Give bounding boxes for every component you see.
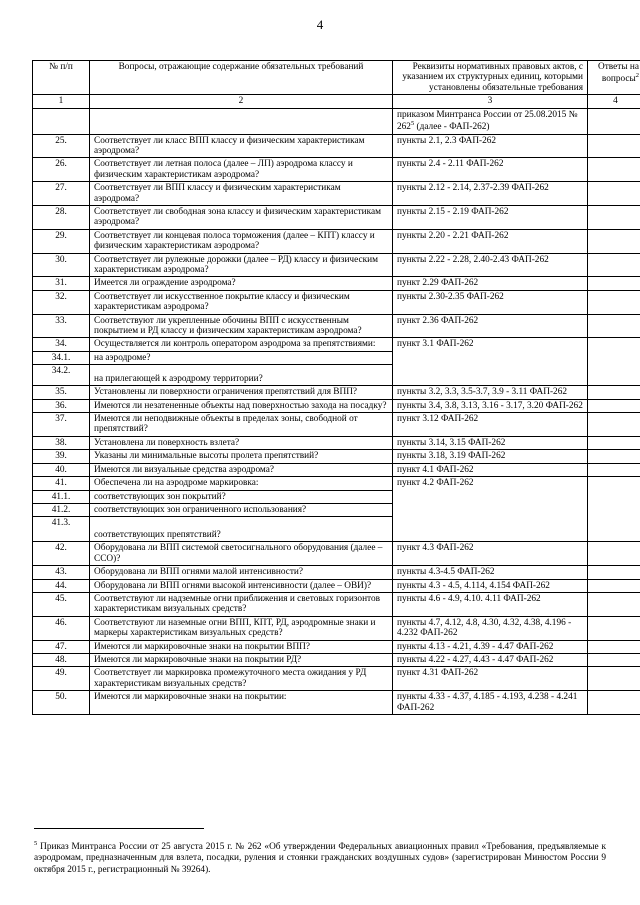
table-row xyxy=(33,463,640,476)
question-text: Имеются ли неподвижные объекты в пределах зоны, свободной от препятствий? xyxy=(90,413,393,437)
table-row: 41. Обеспечена ли на аэродроме маркировка: пункт 4.2 ФАП-262 xyxy=(33,477,640,490)
footnote-separator xyxy=(34,828,204,829)
question-text: соответствующих препятствий? xyxy=(90,517,393,542)
reference-text: пункт 4.3 ФАП-262 xyxy=(393,542,588,566)
question-text: Имеются ли маркировочные знаки на покрытии РД? xyxy=(90,653,393,666)
table-row xyxy=(33,386,640,399)
answer-cell xyxy=(588,616,640,640)
question-text: Соответствует ли маркировка промежуточного места ожидания у РД характеристикам визуальных средств? xyxy=(90,667,393,691)
row-number: 25. xyxy=(33,134,90,158)
reference-text: пункты 2.4 - 2.11 ФАП-262 xyxy=(393,158,588,182)
answer-cell xyxy=(588,579,640,592)
question-text: Имеются ли маркировочные знаки на покрытии ВПП? xyxy=(90,640,393,653)
reference-text: пункты 4.6 - 4.9, 4.10. 4.11 ФАП-262 xyxy=(393,592,588,616)
reference-text: пункты 4.22 - 4.27, 4.43 - 4.47 ФАП-262 xyxy=(393,653,588,666)
answer-cell xyxy=(588,290,640,314)
question-text: Соответствует ли летная полоса (далее – ЛП) аэродрома классу и физическим характеристикам аэродрома? xyxy=(90,158,393,182)
question-text: Соответствует ли искусственное покрытие классу и физическим характеристикам аэродрома? xyxy=(90,290,393,314)
question-text: Имеются ли визуальные средства аэродрома? xyxy=(90,463,393,476)
intro-reference: приказом Минтранса России от 25.08.2015 № $262^5$ (далее - ФАП-262) xyxy=(393,108,588,134)
row-number: 38. xyxy=(33,436,90,449)
table-row xyxy=(33,229,640,253)
table-row: 34.1. на аэродроме? xyxy=(33,351,640,364)
table-row xyxy=(33,413,640,437)
row-number: 33. xyxy=(33,314,90,338)
page-number: 4 xyxy=(316,17,324,32)
reference-text: пункты 4.33 - 4.37, 4.185 - 4.193, 4.238 - 4.241 ФАП-262 xyxy=(393,691,588,715)
question-text: Указаны ли минимальные высоты пролета препятствий? xyxy=(90,450,393,463)
table-row: 41.3. соответствующих препятствий? xyxy=(33,517,640,542)
intro-row xyxy=(33,108,640,134)
table-row: 41.1. соответствующих зон покрытий? xyxy=(33,490,640,503)
reference-text: пункт 2.29 ФАП-262 xyxy=(393,277,588,290)
answer-cell xyxy=(588,450,640,463)
answer-cell xyxy=(588,386,640,399)
row-number: 44. xyxy=(33,579,90,592)
header-answers: Ответы на вопросы$^2$ xyxy=(588,61,640,95)
row-number: 35. xyxy=(33,386,90,399)
table-row xyxy=(33,134,640,158)
reference-text: пункты 2.30-2.35 ФАП-262 xyxy=(393,290,588,314)
footnote: $^5$ Приказ Минтранса России от 25 августа 2015 г. № 262 «Об утверждении Федеральных авиационных правил «Требования, предъявляемые к аэродромам, предназначенным для взлета, посадки, руления и стоянки гражданских воздушных судов» (зарегистрирован Минюстом России 9 октября 2015 г., регистрационный № 39264). xyxy=(34,840,606,875)
reference-text: пункты 4.7, 4.12, 4.8, 4.30, 4.32, 4.38, 4.196 - 4.232 ФАП-262 xyxy=(393,616,588,640)
question-text: Установлены ли поверхности ограничения препятствий для ВПП? xyxy=(90,386,393,399)
question-text: Соответствует ли рулежные дорожки (далее – РД) классу и физическим характеристикам аэродрома? xyxy=(90,253,393,277)
answer-cell xyxy=(588,691,640,715)
answer-cell xyxy=(588,253,640,277)
table-row xyxy=(33,640,640,653)
reference-text: пункт 3.12 ФАП-262 xyxy=(393,413,588,437)
question-text: Оборудована ли ВПП огнями высокой интенсивности (далее – ОВИ)? xyxy=(90,579,393,592)
table-row xyxy=(33,542,640,566)
reference-text: пункт 2.36 ФАП-262 xyxy=(393,314,588,338)
answer-cell xyxy=(588,182,640,206)
requirements-table xyxy=(32,60,640,715)
answer-cell xyxy=(588,134,640,158)
group-41 xyxy=(33,477,640,542)
question-text: соответствующих зон покрытий? xyxy=(90,490,393,503)
reference-text: пункт 4.1 ФАП-262 xyxy=(393,463,588,476)
row-number: 30. xyxy=(33,253,90,277)
answer-cell xyxy=(588,653,640,666)
answer-cell xyxy=(588,413,640,437)
table-row: 34.2. на прилегающей к аэродрому территории? xyxy=(33,365,640,386)
reference-text: пункты 2.12 - 2.14, 2.37-2.39 ФАП-262 xyxy=(393,182,588,206)
answer-cell xyxy=(588,592,640,616)
table-row xyxy=(33,436,640,449)
row-number: 28. xyxy=(33,205,90,229)
question-text: Соответствует ли класс ВПП классу и физическим характеристикам аэродрома? xyxy=(90,134,393,158)
row-number: 48. xyxy=(33,653,90,666)
table-row xyxy=(33,205,640,229)
answer-cell xyxy=(588,338,640,386)
column-number: 2 xyxy=(90,95,393,108)
answer-cell xyxy=(588,229,640,253)
table-row xyxy=(33,314,640,338)
reference-text: пункты 2.22 - 2.28, 2.40-2.43 ФАП-262 xyxy=(393,253,588,277)
row-number: 39. xyxy=(33,450,90,463)
reference-text: пункт 4.2 ФАП-262 xyxy=(393,477,588,542)
row-number: 26. xyxy=(33,158,90,182)
row-number: 29. xyxy=(33,229,90,253)
table-row xyxy=(33,691,640,715)
header-number: № п/п xyxy=(33,61,90,95)
question-text: Соответствует ли ВПП классу и физическим характеристикам аэродрома? xyxy=(90,182,393,206)
answer-cell xyxy=(588,158,640,182)
row-number: 45. xyxy=(33,592,90,616)
reference-text: пункты 3.4, 3.8, 3.13, 3.16 - 3.17, 3.20 ФАП-262 xyxy=(393,399,588,412)
table-row xyxy=(33,616,640,640)
question-text: на аэродроме? xyxy=(90,351,393,364)
question-text: Соответствуют ли укрепленные обочины ВПП с искусственным покрытием и РД классу и физическим характеристикам аэродрома? xyxy=(90,314,393,338)
reference-text: пункты 2.15 - 2.19 ФАП-262 xyxy=(393,205,588,229)
answer-cell xyxy=(588,463,640,476)
table-row xyxy=(33,592,640,616)
question-text: Осуществляется ли контроль оператором аэродрома за препятствиями: xyxy=(90,338,393,351)
answer-cell xyxy=(588,399,640,412)
reference-text: пункты 2.1, 2.3 ФАП-262 xyxy=(393,134,588,158)
column-number-row xyxy=(33,95,640,108)
answer-cell xyxy=(588,667,640,691)
table-row xyxy=(33,290,640,314)
question-text: соответствующих зон ограниченного использования? xyxy=(90,503,393,516)
reference-text: пункты 2.20 - 2.21 ФАП-262 xyxy=(393,229,588,253)
row-number: 46. xyxy=(33,616,90,640)
reference-text: пункт 4.31 ФАП-262 xyxy=(393,667,588,691)
table-row xyxy=(33,667,640,691)
table-row xyxy=(33,399,640,412)
table-row xyxy=(33,277,640,290)
question-text: на прилегающей к аэродрому территории? xyxy=(90,365,393,386)
answer-cell xyxy=(588,477,640,542)
row-number: 42. xyxy=(33,542,90,566)
table-row: 41.2. соответствующих зон ограниченного использования? xyxy=(33,503,640,516)
answer-cell xyxy=(588,205,640,229)
reference-text: пункты 4.3-4.5 ФАП-262 xyxy=(393,566,588,579)
header-row xyxy=(33,61,640,95)
row-number: 49. xyxy=(33,667,90,691)
question-text: Имеется ли ограждение аэродрома? xyxy=(90,277,393,290)
column-number: 4 xyxy=(588,95,640,108)
table-row xyxy=(33,158,640,182)
row-number: 36. xyxy=(33,399,90,412)
table-body xyxy=(33,542,640,715)
reference-text: пункты 4.3 - 4.5, 4.114, 4.154 ФАП-262 xyxy=(393,579,588,592)
reference-text: пункты 3.14, 3.15 ФАП-262 xyxy=(393,436,588,449)
question-text: Соответствуют ли наземные огни ВПП, КПТ, РД, аэродромные знаки и маркеры характеристикам визуальных средств? xyxy=(90,616,393,640)
question-text: Соответствует ли концевая полоса торможения (далее – КПТ) классу и физическим характеристикам аэродрома? xyxy=(90,229,393,253)
row-number: 47. xyxy=(33,640,90,653)
table-row xyxy=(33,253,640,277)
row-number: 27. xyxy=(33,182,90,206)
table-body xyxy=(33,386,640,477)
table-row xyxy=(33,579,640,592)
question-text: Оборудована ли ВПП огнями малой интенсивности? xyxy=(90,566,393,579)
answer-cell xyxy=(588,277,640,290)
question-text: Установлена ли поверхность взлета? xyxy=(90,436,393,449)
table-row: 34. Осуществляется ли контроль оператором аэродрома за препятствиями: пункт 3.1 ФАП-262 xyxy=(33,338,640,351)
column-number: 3 xyxy=(393,95,588,108)
row-number: 40. xyxy=(33,463,90,476)
column-number: 1 xyxy=(33,95,90,108)
group-34 xyxy=(33,338,640,386)
reference-text: пункты 3.18, 3.19 ФАП-262 xyxy=(393,450,588,463)
question-text: Имеются ли маркировочные знаки на покрытии: xyxy=(90,691,393,715)
row-number: 32. xyxy=(33,290,90,314)
answer-cell xyxy=(588,566,640,579)
reference-text: пункты 3.2, 3.3, 3.5-3.7, 3.9 - 3.11 ФАП-262 xyxy=(393,386,588,399)
answer-cell xyxy=(588,436,640,449)
question-text: Соответствует ли свободная зона классу и физическим характеристикам аэродрома? xyxy=(90,205,393,229)
answer-cell xyxy=(588,640,640,653)
row-number: 37. xyxy=(33,413,90,437)
table-row xyxy=(33,653,640,666)
table-row xyxy=(33,450,640,463)
question-text: Обеспечена ли на аэродроме маркировка: xyxy=(90,477,393,490)
row-number: 43. xyxy=(33,566,90,579)
table-body xyxy=(33,108,640,338)
table-row xyxy=(33,182,640,206)
header-questions: Вопросы, отражающие содержание обязательных требований xyxy=(90,61,393,95)
header-references: Реквизиты нормативных правовых актов, с указанием их структурных единиц, которыми установлены обязательные требования xyxy=(393,61,588,95)
answer-cell xyxy=(588,314,640,338)
question-text: Соответствуют ли надземные огни приближения и световых горизонтов характеристикам визуальных средств? xyxy=(90,592,393,616)
question-text: Имеются ли незатененные объекты над поверхностью захода на посадку? xyxy=(90,399,393,412)
question-text: Оборудована ли ВПП системой светосигнального оборудования (далее – ССО)? xyxy=(90,542,393,566)
reference-text: пункт 3.1 ФАП-262 xyxy=(393,338,588,386)
row-number: 50. xyxy=(33,691,90,715)
answer-cell xyxy=(588,542,640,566)
row-number: 31. xyxy=(33,277,90,290)
table-row xyxy=(33,566,640,579)
reference-text: пункты 4.13 - 4.21, 4.39 - 4.47 ФАП-262 xyxy=(393,640,588,653)
